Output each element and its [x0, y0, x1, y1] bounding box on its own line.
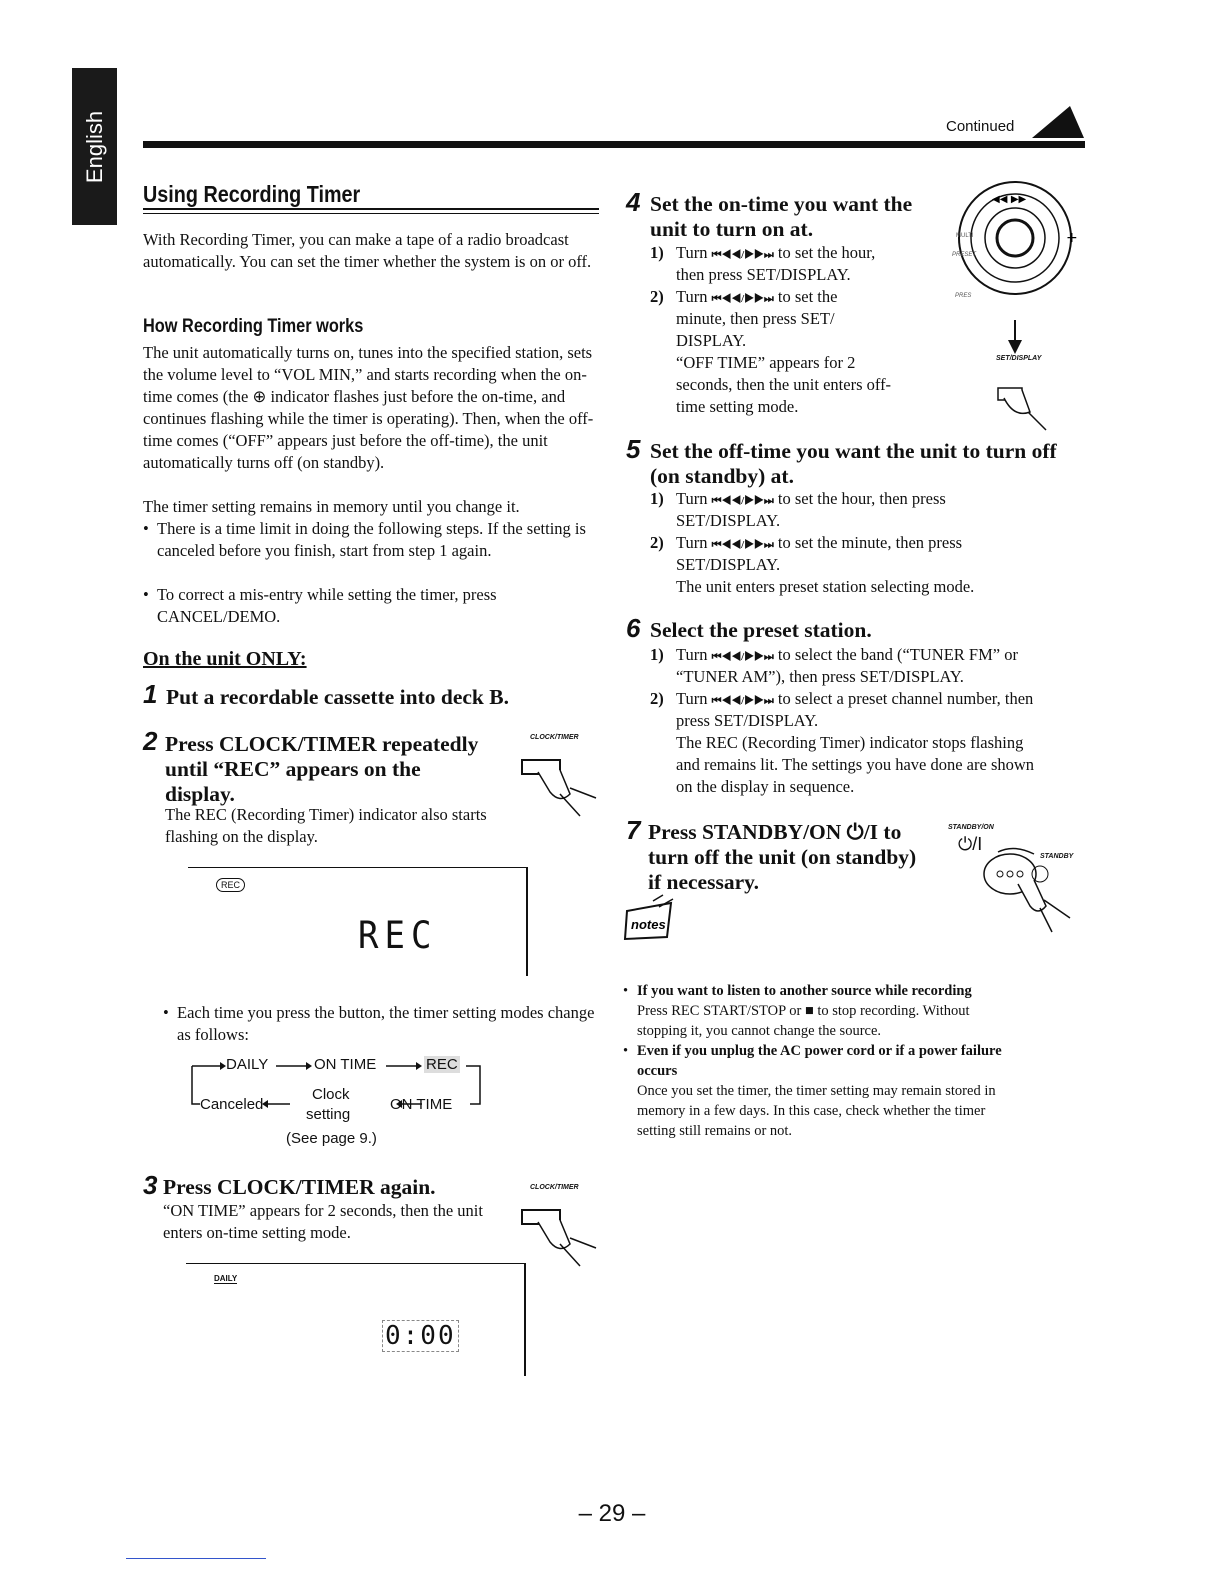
language-tab-label: English	[81, 110, 107, 183]
svg-text:+: +	[1066, 230, 1078, 246]
step-5-item-1: 1) Turn ⏮◀◀/▶▶⏭ to set the hour, then press SET/DISPLAY.	[650, 489, 946, 530]
clock-timer-button-label-2: CLOCK/TIMER	[530, 1184, 579, 1191]
step-7-title: Press STANDBY/ON ⏻/I to turn off the unit (on standby) if necessary.	[648, 820, 917, 894]
lcd-rec-text: REC	[358, 914, 438, 958]
continued-label: Continued	[946, 118, 1015, 135]
step-2-description: The REC (Recording Timer) indicator also starts flashing on the display.	[165, 805, 487, 846]
step-4-item-2: 2) Turn ⏮◀◀/▶▶⏭ to set the minute, then press SET/ DISPLAY. “OFF TIME” appears for 2 seconds, then the unit enters off- time setting mode.	[650, 287, 892, 416]
multi-control-dial-icon[interactable]	[930, 180, 1078, 430]
timer-mode-flow-diagram	[190, 1054, 520, 1154]
step-3-title: Press CLOCK/TIMER again.	[163, 1175, 436, 1199]
step-7-number: 7	[626, 815, 641, 845]
lcd-display-on-time	[186, 1263, 526, 1376]
rec-indicator: REC	[216, 878, 245, 892]
flow-clock: Clock	[312, 1086, 350, 1103]
notes-icon	[623, 897, 681, 943]
page-number: – 29 –	[578, 1500, 646, 1527]
step-1-number: 1	[143, 679, 158, 709]
skip-buttons-icon: ⏮◀◀/▶▶⏭	[711, 249, 774, 261]
unit-only-heading: On the unit ONLY:	[143, 648, 307, 670]
continued-arrow-icon	[1030, 104, 1086, 140]
how-it-works-heading: How Recording Timer works	[143, 316, 364, 337]
daily-indicator: DAILY	[214, 1274, 238, 1283]
notes-icon-text: notes	[631, 917, 666, 932]
step-4-item-1: 1) Turn ⏮◀◀/▶▶⏭ to set the hour, then press SET/DISPLAY.	[650, 243, 876, 284]
dial-label-pres: PRES	[955, 293, 972, 299]
lcd-time-text: 0:00	[382, 1320, 459, 1352]
step-5-title: Set the off-time you want the unit to turn off (on standby) at.	[650, 439, 1057, 488]
standby-indicator-label: STANDBY	[1040, 853, 1074, 860]
skip-buttons-icon: ⏮◀◀/▶▶⏭	[711, 495, 774, 507]
clock-timer-button-press-icon[interactable]	[520, 752, 600, 822]
skip-buttons-icon: ⏮◀◀/▶▶⏭	[711, 651, 774, 663]
dial-label-preset: PRESET	[952, 252, 977, 258]
standby-button-press-icon[interactable]	[978, 840, 1078, 940]
title-rule	[143, 208, 599, 210]
how-it-works-text: The unit automatically turns on, tunes into the specified station, sets the volume level to “VOL MIN,” and starts recording when the on-time comes (the ⊕ indicator flashes just before the on-time, and continues flashing while the timer is operating). Then, when the off-time comes (“OFF” appears just before the off-time), the unit automatically turns off (on standby).	[143, 343, 594, 472]
clock-timer-button-press-icon-2[interactable]	[520, 1202, 600, 1272]
flow-on-time: ON TIME	[314, 1056, 377, 1073]
flow-rec: REC	[426, 1056, 458, 1073]
note-1: • If you want to listen to another source while recording Press REC START/STOP or ■ to stop recording. Without stopping it, you cannot change the source.	[637, 981, 1057, 1041]
svg-text:◀◀ ▶▶: ◀◀ ▶▶	[992, 194, 1027, 205]
flow-setting: setting	[306, 1106, 351, 1123]
step-6-title: Select the preset station.	[650, 618, 872, 642]
step-5-number: 5	[626, 434, 641, 464]
flow-see-page: (See page 9.)	[286, 1130, 377, 1147]
intro-paragraph: With Recording Timer, you can make a tape of a radio broadcast automatically. You can set the timer whether the system is on or off.	[143, 230, 592, 271]
step-3-number: 3	[143, 1170, 158, 1200]
step-4-title: Set the on-time you want the unit to turn on at.	[650, 192, 913, 241]
bullet-time-limit: • There is a time limit in doing the following steps. If the setting is canceled before you finish, start from step 1 again.	[157, 518, 587, 562]
step-6-item-2: 2) Turn ⏮◀◀/▶▶⏭ to select a preset channel number, then press SET/DISPLAY. The REC (Recording Timer) indicator stops flashing and remains lit. The settings you have done are shown on the display in sequence.	[650, 689, 1035, 796]
step-3-description: “ON TIME” appears for 2 seconds, then the unit enters on-time setting mode.	[163, 1201, 483, 1242]
step-2-number: 2	[143, 726, 158, 756]
step-2-title: Press CLOCK/TIMER repeatedly until “REC” appears on the display.	[165, 732, 479, 806]
step-6-item-1: 1) Turn ⏮◀◀/▶▶⏭ to select the band (“TUNER FM” or “TUNER AM”), then press SET/DISPLAY.	[650, 645, 1018, 686]
standby-on-button-label: STANDBY/ON	[948, 824, 994, 831]
flow-daily: DAILY	[226, 1056, 269, 1073]
title-rule-thin	[143, 213, 599, 214]
language-tab	[72, 68, 117, 225]
power-icon: ⏻/I	[958, 834, 983, 854]
timer-indicator-icon: ⊕	[252, 387, 267, 406]
header-rule	[143, 141, 1085, 148]
bullet-mis-entry: • To correct a mis-entry while setting the timer, press CANCEL/DEMO.	[157, 584, 587, 628]
step-6-number: 6	[626, 613, 641, 643]
step-1-title: Put a recordable cassette into deck B.	[166, 685, 509, 709]
memory-note: The timer setting remains in memory until you change it.	[143, 497, 520, 516]
step-2-bullet: • Each time you press the button, the timer setting modes change as follows:	[177, 1002, 597, 1046]
section-title: Using Recording Timer	[143, 181, 361, 207]
set-display-button-label: SET/DISPLAY	[996, 355, 1042, 362]
skip-buttons-icon: ⏮◀◀/▶▶⏭	[711, 293, 774, 305]
skip-buttons-icon: ⏮◀◀/▶▶⏭	[711, 539, 774, 551]
footer-rule	[126, 1558, 266, 1559]
dial-label-multi: MULTI	[956, 233, 974, 239]
skip-buttons-icon: ⏮◀◀/▶▶⏭	[711, 695, 774, 707]
note-2: • Even if you unplug the AC power cord or if a power failure occurs Once you set the timer, the timer setting may remain stored in memory in a few days. In this case, check whether the timer setting still remains or not.	[637, 1041, 1057, 1141]
flow-canceled: Canceled	[200, 1096, 264, 1113]
clock-timer-button-label: CLOCK/TIMER	[530, 734, 579, 741]
step-4-number: 4	[626, 187, 641, 217]
lcd-display-rec	[188, 867, 528, 976]
flow-on-time-2: ON TIME	[390, 1096, 453, 1113]
step-5-item-2: 2) Turn ⏮◀◀/▶▶⏭ to set the minute, then press SET/DISPLAY. The unit enters preset station selecting mode.	[650, 533, 975, 596]
